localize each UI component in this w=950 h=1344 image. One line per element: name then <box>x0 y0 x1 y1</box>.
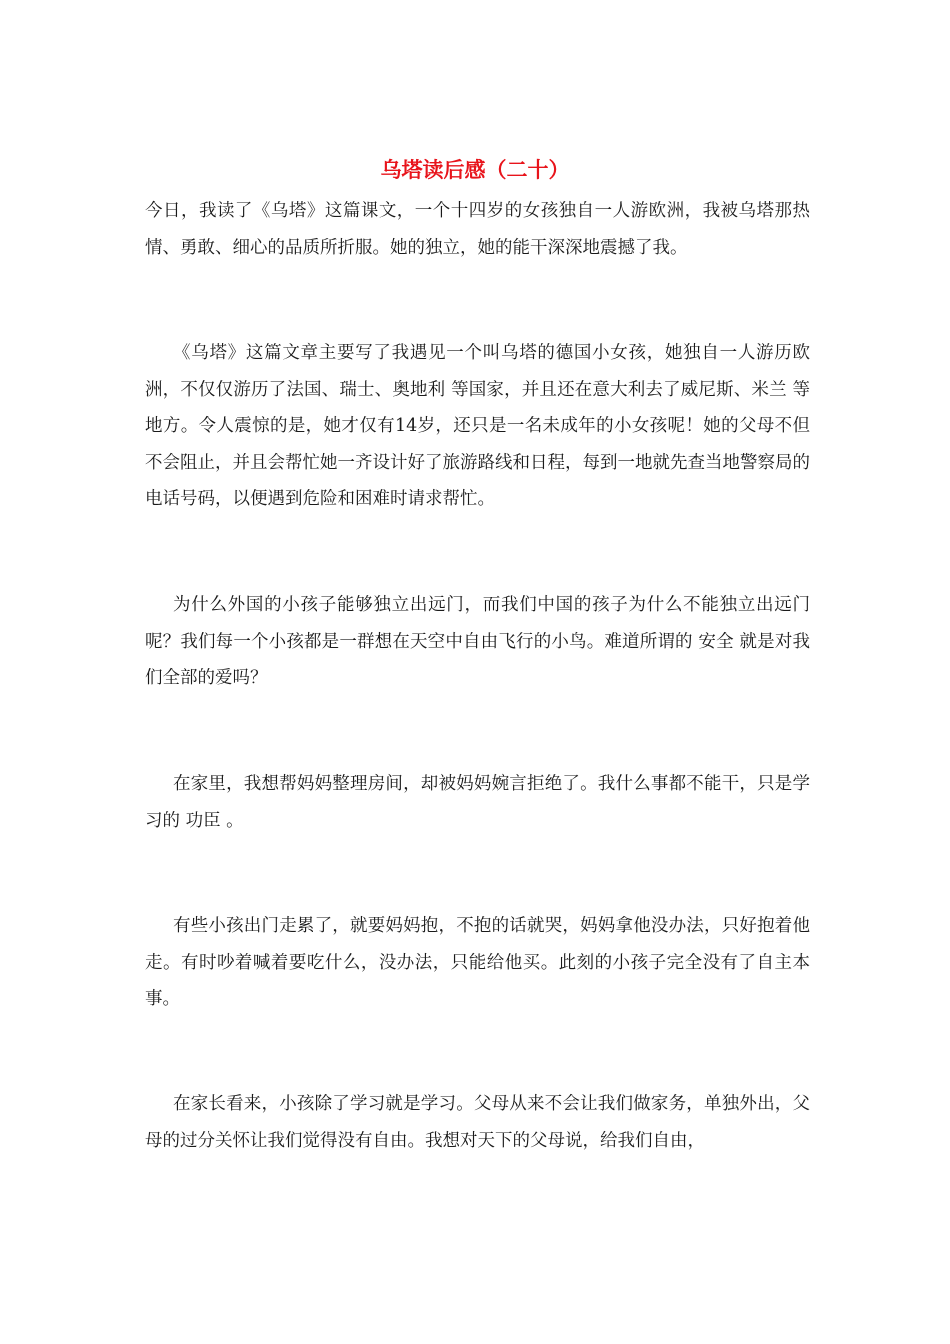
paragraph-4: 在家里，我想帮妈妈整理房间，却被妈妈婉言拒绝了。我什么事都不能干，只是学习的 功臣 。 <box>145 774 810 831</box>
paragraph-5: 有些小孩出门走累了，就要妈妈抱，不抱的话就哭，妈妈拿他没办法，只好抱着他走。有时吵着喊着要吃什么，没办法，只能给他买。此刻的小孩子完全没有了自主本事。 <box>145 916 810 1009</box>
paragraph-3: 为什么外国的小孩子能够独立出远门，而我们中国的孩子为什么不能独立出远门呢？我们每一个小孩都是一群想在天空中自由飞行的小鸟。难道所谓的 安全 就是对我们全部的爱吗？ <box>145 595 810 688</box>
paragraph-6: 在家长看来，小孩除了学习就是学习。父母从来不会让我们做家务，单独外出，父母的过分关怀让我们觉得没有自由。我想对天下的父母说，给我们自由， <box>145 1094 810 1151</box>
paragraph-2: 《乌塔》这篇文章主要写了我遇见一个叫乌塔的德国小女孩，她独自一人游历欧洲，不仅仅游历了法国、瑞士、奥地利 等国家，并且还在意大利去了威尼斯、米兰 等地方。令人震惊的是，她才仅有14岁，还只是一名未成年的小女孩呢！她的父母不但不会阻止，并且会帮忙她一齐设计好了旅游路线和日程，每到一地就先查当地警察局的电话号码，以便遇到危险和困难时请求帮忙。 <box>145 343 810 509</box>
document-title: 乌塔读后感（二十） <box>380 158 570 182</box>
paragraph-1: 今日，我读了《乌塔》这篇课文，一个十四岁的女孩独自一人游欧洲，我被乌塔那热情、勇敢、细心的品质所折服。她的独立，她的能干深深地震撼了我。 <box>145 201 810 258</box>
